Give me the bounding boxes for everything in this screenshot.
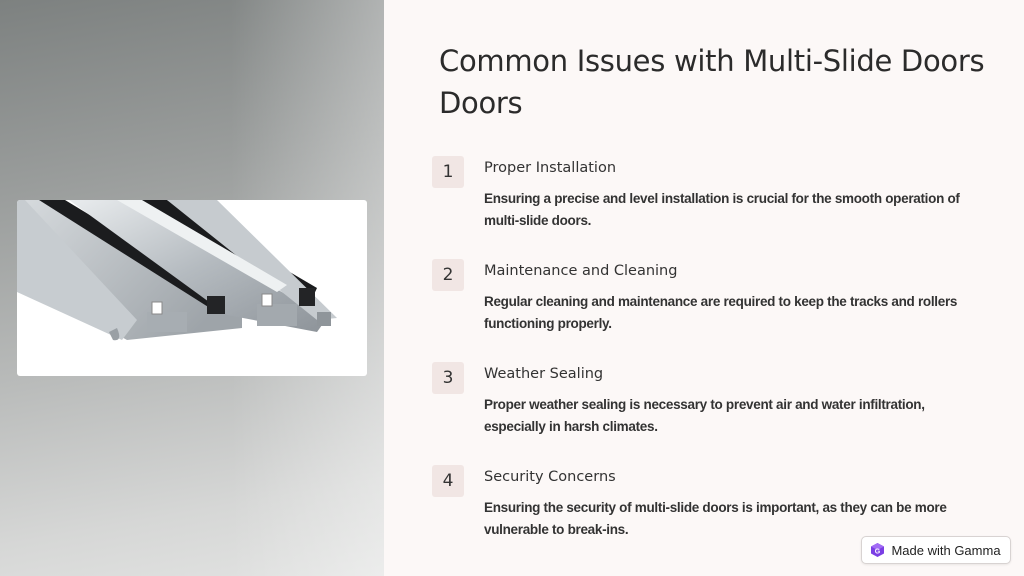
track-profile-illustration (17, 200, 367, 376)
item-heading: Proper Installation (484, 160, 617, 176)
aluminum-track-profile-image (17, 200, 367, 376)
item-body: Ensuring a precise and level installation is crucial for the smooth operation of multi-slide doors. (484, 191, 960, 228)
item-body: Regular cleaning and maintenance are required to keep the tracks and rollers functioning properly. (484, 294, 958, 331)
item-number: 3 (432, 362, 464, 394)
item-body: Proper weather sealing is necessary to prevent air and water infiltration, especially in harsh climates. (484, 397, 925, 434)
badge-label: Made with Gamma (891, 542, 1001, 558)
svg-text:G: G (875, 548, 881, 556)
gamma-logo-icon (871, 543, 884, 557)
item-number: 1 (432, 156, 464, 188)
item-body: Ensuring the security of multi-slide doors is important, as they can be more vulnerable to break-ins. (484, 500, 947, 537)
item-number: 4 (432, 465, 464, 497)
item-heading: Security Concerns (484, 469, 616, 485)
made-with-gamma-button[interactable] (861, 536, 1011, 564)
item-number: 2 (432, 259, 464, 291)
item-heading: Weather Sealing (484, 366, 604, 382)
item-heading: Maintenance and Cleaning (484, 263, 678, 279)
slide-title: Common Issues with Multi-Slide Doors Doors (439, 44, 985, 120)
